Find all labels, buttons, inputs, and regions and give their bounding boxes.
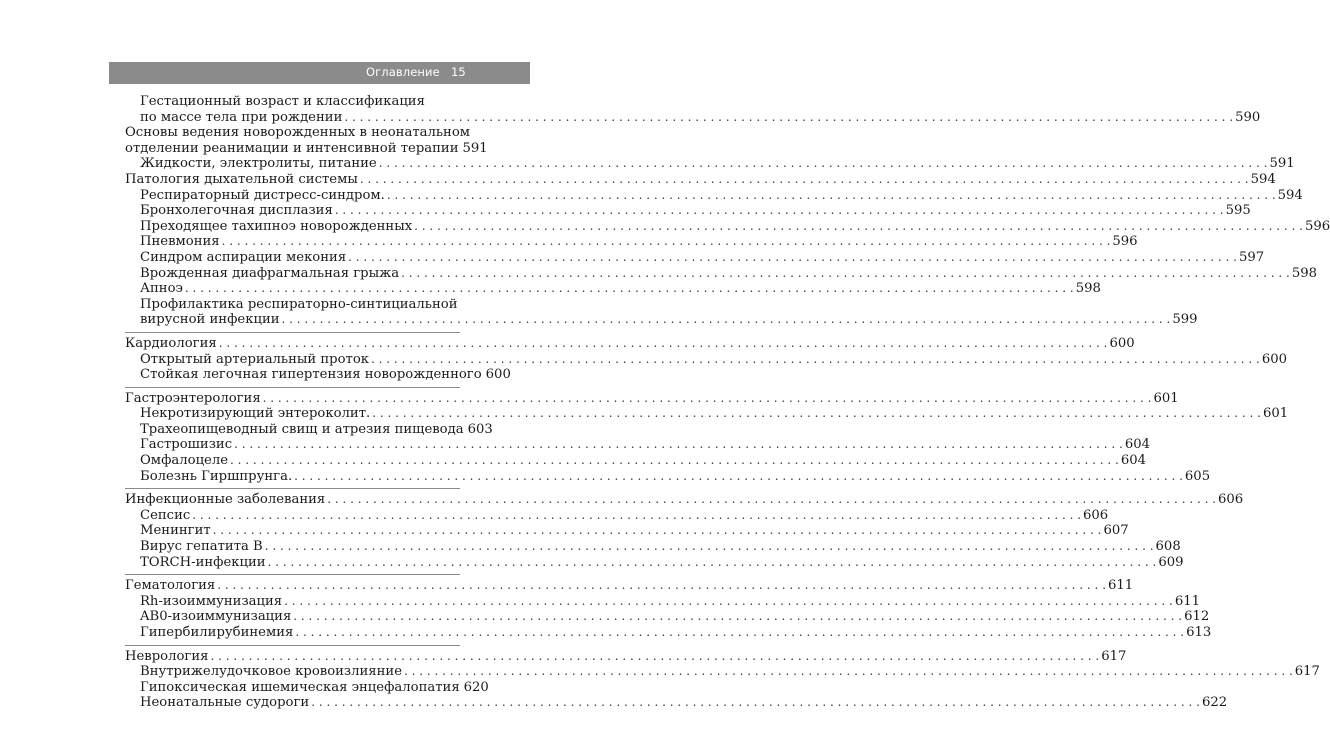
dot-leader xyxy=(294,469,1183,485)
toc-subentry[interactable] xyxy=(125,156,1295,172)
dot-leader xyxy=(401,266,1290,282)
dot-leader xyxy=(348,250,1237,266)
toc-subentry[interactable] xyxy=(125,281,1101,297)
toc-section xyxy=(125,387,1289,485)
toc-entry-title: Синдром аспирации мекония xyxy=(140,249,347,265)
toc-subentry[interactable] xyxy=(125,609,1210,625)
dot-leader xyxy=(414,219,1303,235)
toc-subentry[interactable]: Гестационный возраст и классификация xyxy=(140,94,425,109)
toc-page-number: 612 xyxy=(1184,609,1210,625)
toc-entry[interactable] xyxy=(125,140,488,157)
toc-page-number: 591 xyxy=(1269,156,1295,172)
toc-entry-title: Сепсис xyxy=(140,507,191,523)
toc-entry-title: Кардиология xyxy=(125,335,217,351)
dot-leader xyxy=(295,625,1184,641)
toc-entry-title: TORCH-инфекции xyxy=(140,554,266,570)
dot-leader xyxy=(282,312,1171,328)
dot-leader xyxy=(234,437,1123,453)
toc-entry[interactable] xyxy=(125,578,1134,594)
toc-subentry[interactable] xyxy=(125,367,511,383)
toc-page-number: 622 xyxy=(1201,695,1228,711)
toc-subentry[interactable] xyxy=(125,437,1151,453)
toc-subentry[interactable] xyxy=(125,203,1251,219)
toc-subentry[interactable] xyxy=(125,593,1201,610)
toc-entry-title: Гипоксическая ишемическая энцефалопатия xyxy=(140,679,460,695)
dot-leader xyxy=(263,391,1152,407)
table-of-contents xyxy=(125,94,1330,711)
dot-leader xyxy=(371,352,1260,368)
dot-leader xyxy=(311,695,1200,711)
toc-page-number: 597 xyxy=(1238,249,1265,265)
toc-page-number: 600 xyxy=(1261,351,1287,367)
toc-entry-title: Вирус гепатита B xyxy=(140,539,263,555)
toc-page-number: 598 xyxy=(1291,265,1318,281)
toc-subentry[interactable] xyxy=(125,664,1320,680)
toc-page-number: 598 xyxy=(1075,281,1101,297)
dot-leader xyxy=(293,609,1182,625)
toc-entry-title: Гастроэнтерология xyxy=(125,390,261,406)
toc-subentry[interactable] xyxy=(125,312,1198,328)
toc-subentry[interactable] xyxy=(125,218,1330,235)
toc-subentry[interactable]: Профилактика респираторно-синтициальной xyxy=(140,296,458,312)
toc-entry-title: Гастрошизис xyxy=(140,437,233,453)
toc-entry-title: Неврология xyxy=(125,648,209,664)
dot-leader xyxy=(379,156,1268,172)
toc-page-number: 595 xyxy=(1225,203,1251,219)
toc-page-number: 608 xyxy=(1155,539,1181,555)
toc-subentry[interactable] xyxy=(125,109,1261,126)
dot-leader xyxy=(230,453,1119,469)
dot-leader xyxy=(344,110,1233,126)
toc-entry-title: вирусной инфекции xyxy=(140,312,280,328)
toc-page-number: 617 xyxy=(1294,664,1320,680)
toc-entry-title: Инфекционные заболевания xyxy=(125,492,326,508)
toc-page-number: 599 xyxy=(1172,312,1198,328)
toc-page-number: 607 xyxy=(1103,523,1129,539)
running-header-title: Оглавление xyxy=(366,65,440,79)
toc-subentry[interactable] xyxy=(125,468,1211,485)
toc-page-number: 606 xyxy=(1083,507,1109,523)
toc-page-number: 604 xyxy=(1120,453,1146,469)
toc-entry[interactable] xyxy=(125,171,1276,188)
toc-subentry[interactable] xyxy=(125,625,1212,641)
toc-subentry[interactable] xyxy=(125,679,489,696)
toc-subentry[interactable] xyxy=(125,234,1138,250)
toc-page-number: 601 xyxy=(1153,390,1179,406)
toc-entry-title: Омфалоцеле xyxy=(140,453,229,469)
toc-entry-title: Открытый артериальный проток xyxy=(140,351,370,367)
toc-entry-title: Жидкости, электролиты, питание xyxy=(140,156,377,172)
toc-subentry[interactable] xyxy=(125,351,1287,368)
toc-page-number: 596 xyxy=(1304,218,1330,234)
toc-entry-title: Преходящее тахипноэ новорожденных xyxy=(140,218,413,234)
header-bar xyxy=(109,62,530,84)
toc-page-number: 600 xyxy=(1109,335,1135,351)
dot-leader xyxy=(192,508,1081,524)
toc-page-number: 605 xyxy=(1184,468,1211,484)
toc-section xyxy=(125,645,1320,711)
toc-subentry[interactable] xyxy=(125,406,1289,422)
toc-entry-title: Врожденная диафрагмальная грыжа xyxy=(140,265,400,281)
toc-subentry[interactable] xyxy=(125,554,1184,571)
toc-entry[interactable] xyxy=(125,492,1244,508)
toc-page-number: 591 xyxy=(462,140,488,156)
toc-subentry[interactable] xyxy=(125,523,1129,539)
toc-entry-title: Пневмония xyxy=(140,234,220,250)
toc-section xyxy=(125,332,1287,383)
toc-page-number: 590 xyxy=(1235,109,1261,125)
dot-leader xyxy=(185,281,1074,297)
toc-entry[interactable] xyxy=(125,390,1179,407)
toc-page-number: 606 xyxy=(1218,492,1244,508)
dot-leader xyxy=(222,234,1111,250)
toc-page-number: 611 xyxy=(1174,593,1201,609)
toc-entry[interactable] xyxy=(125,648,1127,665)
dot-leader xyxy=(265,539,1154,555)
toc-section xyxy=(125,574,1212,640)
toc-subentry[interactable] xyxy=(125,421,493,438)
toc-subentry[interactable] xyxy=(125,249,1265,266)
toc-page-number: 594 xyxy=(1277,187,1303,203)
page-number: 15 xyxy=(451,65,466,79)
toc-entry-title: Трахеопищеводный свищ и атрезия пищевода xyxy=(140,421,464,437)
toc-entry-title: Стойкая легочная гипертензия новорожденного xyxy=(140,367,482,383)
toc-subentry[interactable] xyxy=(125,187,1303,204)
toc-entry-title: Апноэ xyxy=(140,281,183,297)
toc-entry-title: Респираторный дистресс-синдром. xyxy=(140,187,385,203)
toc-entry-title: AB0-изоиммунизация xyxy=(140,609,292,625)
toc-page-number: 609 xyxy=(1158,554,1184,570)
toc-entry-title: Неонатальные судороги xyxy=(140,695,310,711)
toc-entry-title: Менингит xyxy=(140,523,211,539)
toc-entry-title: Бронхолегочная дисплазия xyxy=(140,203,333,219)
dot-leader xyxy=(284,594,1173,610)
toc-entry[interactable]: Основы ведения новорожденных в неонатальном xyxy=(125,125,471,141)
toc-entry-title: Внутрижелудочковое кровоизлияние xyxy=(140,664,402,680)
dot-leader xyxy=(268,555,1157,571)
toc-entry-title: Патология дыхательной системы xyxy=(125,171,358,187)
toc-page-number: 611 xyxy=(1108,578,1134,594)
toc-entry[interactable] xyxy=(125,335,1135,352)
toc-page-number: 594 xyxy=(1250,171,1276,187)
toc-page-number: 604 xyxy=(1124,437,1151,453)
toc-page-number: 620 xyxy=(463,679,489,695)
toc-entry-title: Rh-изоиммунизация xyxy=(140,593,283,609)
dot-leader xyxy=(219,336,1108,352)
dot-leader xyxy=(387,188,1276,204)
dot-leader xyxy=(213,523,1102,539)
dot-leader xyxy=(335,203,1224,219)
toc-entry-title: Гипербилирубинемия xyxy=(140,625,294,640)
toc-entry-title: отделении реанимации и интенсивной терапии xyxy=(125,140,459,156)
toc-entry-title: Гематология xyxy=(125,578,216,594)
toc-page-number: 617 xyxy=(1101,648,1127,664)
toc-subentry[interactable] xyxy=(125,507,1109,524)
toc-subentry[interactable] xyxy=(125,695,1228,711)
toc-subentry[interactable] xyxy=(125,539,1181,555)
toc-subentry[interactable] xyxy=(125,265,1318,282)
dot-leader xyxy=(210,649,1099,665)
dot-leader xyxy=(404,664,1293,680)
toc-section xyxy=(125,488,1244,570)
toc-subentry[interactable] xyxy=(125,453,1146,469)
toc-entry-title: Некротизирующий энтероколит. xyxy=(140,406,371,422)
toc-entry-title: по массе тела при рождении xyxy=(140,109,343,125)
toc-section xyxy=(125,94,1330,328)
toc-page-number: 601 xyxy=(1262,406,1289,422)
dot-leader xyxy=(327,492,1216,508)
toc-page-number: 613 xyxy=(1186,625,1212,640)
dot-leader xyxy=(217,578,1106,594)
toc-page-number: 603 xyxy=(467,421,493,437)
toc-page-number: 600 xyxy=(485,367,511,383)
dot-leader xyxy=(360,172,1249,188)
toc-page-number: 596 xyxy=(1112,234,1138,250)
dot-leader xyxy=(372,406,1261,422)
toc-entry-title: Болезнь Гиршпрунга. xyxy=(140,468,293,484)
